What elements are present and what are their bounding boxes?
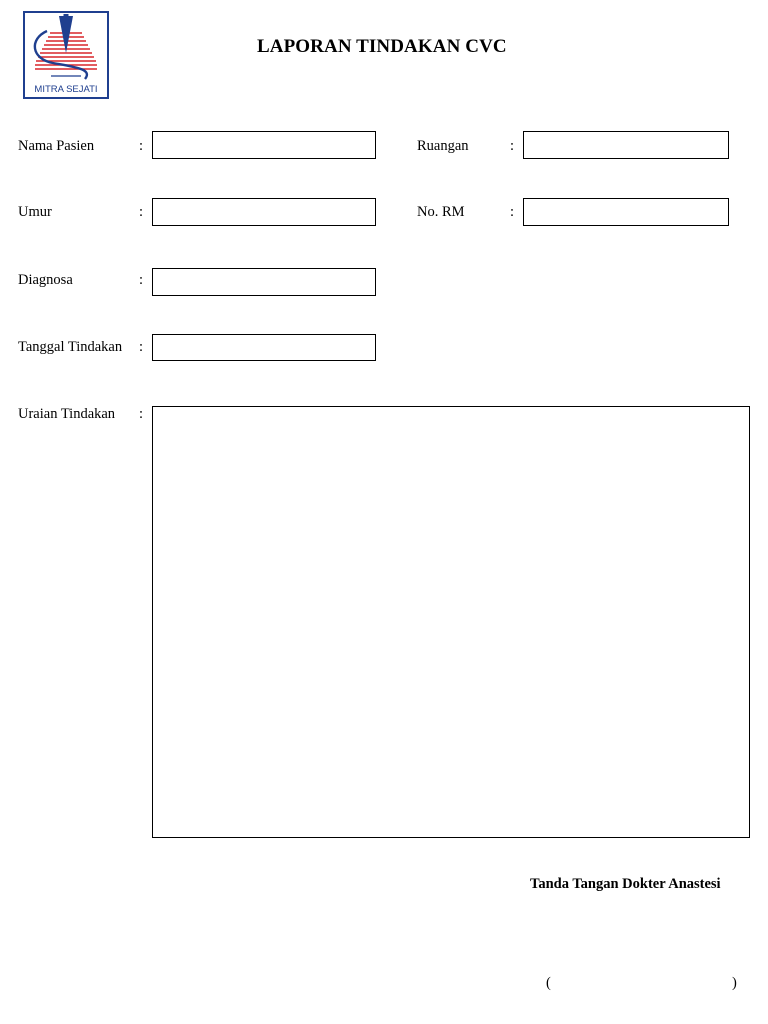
uraian-tindakan-textarea[interactable] [152,406,750,838]
ruangan-label: Ruangan [417,138,469,154]
signature-title: Tanda Tangan Dokter Anastesi [530,876,721,892]
signature-open-paren: ( [546,975,551,991]
tanggal-tindakan-label: Tanggal Tindakan [18,339,123,355]
nama-pasien-label: Nama Pasien [18,138,95,154]
mitra-sejati-logo [23,11,109,99]
tanggal-tindakan-field[interactable] [152,334,376,361]
umur-colon: : [139,204,144,220]
diagnosa-field[interactable] [152,268,376,296]
no-rm-field[interactable] [523,198,729,226]
diagnosa-colon: : [139,272,144,288]
uraian-tindakan-label: Uraian Tindakan [18,406,116,422]
no-rm-colon: : [510,204,515,220]
uraian-tindakan-colon: : [139,406,144,422]
tanggal-tindakan-colon: : [139,339,144,355]
signature-close-paren: ) [732,975,737,991]
ruangan-colon: : [510,138,515,154]
diagnosa-label: Diagnosa [18,272,73,288]
nama-pasien-colon: : [139,138,144,154]
umur-field[interactable] [152,198,376,226]
no-rm-label: No. RM [417,204,465,220]
umur-label: Umur [18,204,52,220]
nama-pasien-field[interactable] [152,131,376,159]
ruangan-field[interactable] [523,131,729,159]
logo-text: MITRA SEJATI [34,84,98,95]
page-title: LAPORAN TINDAKAN CVC [257,36,507,57]
